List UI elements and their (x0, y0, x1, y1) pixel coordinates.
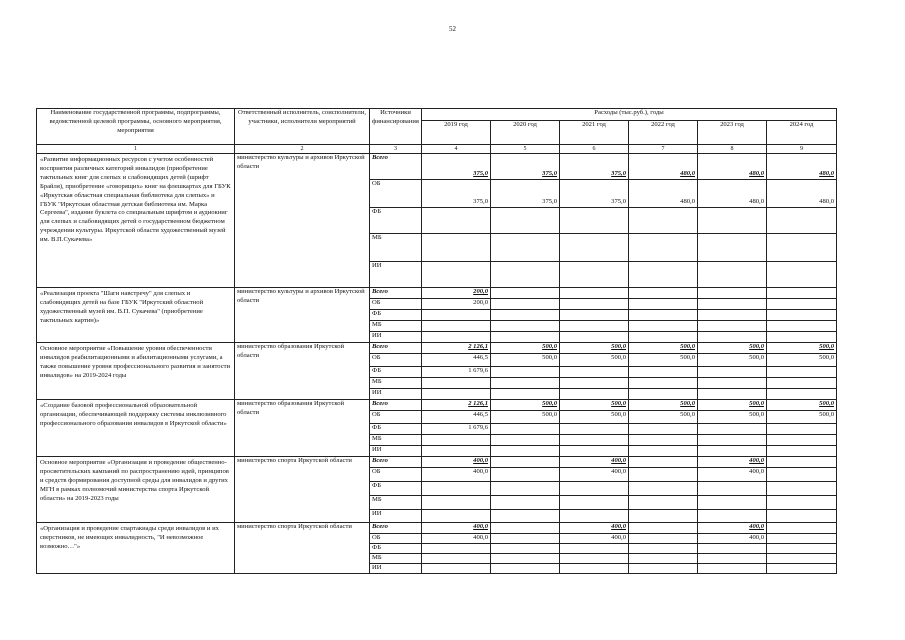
value-cell: 500,0 (560, 411, 629, 424)
value-cell (698, 543, 767, 553)
value-cell (560, 367, 629, 378)
value-cell: 375,0 (560, 180, 629, 208)
executor-column-header: Ответственный исполнитель, соисполнители, участники, исполнители мероприятий (235, 109, 370, 145)
year-header: 2019 год (422, 121, 491, 145)
value-cell: 500,0 (698, 400, 767, 411)
value-cell (629, 553, 698, 563)
value-cell (767, 457, 837, 468)
year-header: 2021 год (560, 121, 629, 145)
value-cell (629, 367, 698, 378)
value-cell (491, 510, 560, 523)
value-cell (491, 234, 560, 262)
value-cell (560, 389, 629, 400)
value-cell (767, 208, 837, 234)
value-cell (422, 435, 491, 446)
value-cell: 500,0 (491, 354, 560, 367)
year-header: 2022 год (629, 121, 698, 145)
value-cell (422, 262, 491, 288)
value-cell (629, 332, 698, 343)
value-cell (491, 288, 560, 299)
value-cell (698, 288, 767, 299)
value-cell (629, 262, 698, 288)
value-cell (491, 378, 560, 389)
value-cell (767, 435, 837, 446)
value-cell (560, 543, 629, 553)
source-cell: ФБ (370, 482, 422, 496)
value-cell (629, 310, 698, 321)
value-cell (698, 482, 767, 496)
column-number: 8 (698, 145, 767, 154)
value-cell (422, 496, 491, 510)
source-cell: Всего (370, 288, 422, 299)
value-cell: 480,0 (767, 180, 837, 208)
value-cell: 500,0 (629, 343, 698, 354)
value-cell (767, 321, 837, 332)
source-cell: ФБ (370, 424, 422, 435)
value-cell (491, 446, 560, 457)
value-cell (698, 234, 767, 262)
executor-cell: министерство образования Иркутской области (235, 400, 370, 457)
value-cell (422, 310, 491, 321)
table-row (37, 523, 837, 534)
value-cell: 400,0 (422, 457, 491, 468)
column-number: 3 (370, 145, 422, 154)
value-cell (698, 553, 767, 563)
value-cell (629, 435, 698, 446)
value-cell (560, 435, 629, 446)
value-cell: 480,0 (698, 180, 767, 208)
column-number: 6 (560, 145, 629, 154)
value-cell: 400,0 (422, 523, 491, 534)
value-cell: 400,0 (698, 468, 767, 482)
value-cell (491, 424, 560, 435)
value-cell: 500,0 (767, 354, 837, 367)
value-cell (767, 534, 837, 544)
value-cell (629, 288, 698, 299)
column-number: 9 (767, 145, 837, 154)
value-cell: 480,0 (698, 154, 767, 180)
value-cell (767, 288, 837, 299)
source-cell: Всего (370, 400, 422, 411)
source-cell: ИИ (370, 332, 422, 343)
value-cell (629, 208, 698, 234)
year-header: 2020 год (491, 121, 560, 145)
executor-cell: министерство спорта Иркутской области (235, 523, 370, 574)
value-cell (629, 510, 698, 523)
value-cell (767, 378, 837, 389)
source-cell: ОБ (370, 411, 422, 424)
value-cell (698, 262, 767, 288)
source-cell: ИИ (370, 262, 422, 288)
value-cell: 400,0 (560, 523, 629, 534)
value-cell: 375,0 (422, 154, 491, 180)
value-cell: 500,0 (560, 400, 629, 411)
source-cell: ОБ (370, 180, 422, 208)
value-cell (698, 299, 767, 310)
program-name-cell: Основное мероприятие «Повышение уровня обеспеченности инвалидов реабилитационными и абилитационными услугами, а также повышение уровня профессионального развития и занятости инвалидов» на 2019-2024 годы (37, 343, 235, 400)
value-cell (422, 234, 491, 262)
source-cell: ИИ (370, 389, 422, 400)
table-row (37, 400, 837, 411)
value-cell (767, 446, 837, 457)
value-cell (560, 332, 629, 343)
program-name-cell: Основное мероприятие «Организация и проведение общественно-просветительских кампаний по распространению идей, принципов и средств формирования доступной среды для инвалидов и других МГН в рамках полномочий министерства спорта Иркутской области» на 2019-2023 годы (37, 457, 235, 523)
value-cell (422, 389, 491, 400)
source-cell: ОБ (370, 299, 422, 310)
value-cell (560, 563, 629, 573)
value-cell (629, 299, 698, 310)
value-cell: 480,0 (767, 154, 837, 180)
value-cell (629, 446, 698, 457)
value-cell (629, 543, 698, 553)
value-cell: 500,0 (698, 411, 767, 424)
source-cell: ИИ (370, 446, 422, 457)
value-cell (767, 496, 837, 510)
source-cell: ИИ (370, 510, 422, 523)
value-cell (491, 208, 560, 234)
program-name-cell: «Развитие информационных ресурсов с учетом особенностей восприятия различных категорий инвалидов (приобретение тактильных книг для слепых и слабовидящих детей (шрифт Брайля), приобретение «говорящих» книг на флешкартах для ГБУК «Иркутская областная специальная библиотека для слепых» и ГБУК "Иркутская областная детская библиотека им. Марка Сергеева", издание буклета со специальным шрифтом и аудиокниг для слепых и слабовидящих детей о государственном бюджетном учреждении культуры. Иркутской области художественный музей им. В.П.Сукачева» (37, 154, 235, 288)
source-cell: Всего (370, 457, 422, 468)
value-cell (560, 208, 629, 234)
value-cell (491, 468, 560, 482)
value-cell (560, 288, 629, 299)
value-cell: 375,0 (560, 154, 629, 180)
value-cell (560, 378, 629, 389)
value-cell: 500,0 (629, 411, 698, 424)
column-number: 2 (235, 145, 370, 154)
source-cell: МБ (370, 496, 422, 510)
value-cell (422, 510, 491, 523)
value-cell (560, 510, 629, 523)
program-name-cell: «Реализация проекта "Шаги навстречу" для слепых и слабовидящих детей на базе ГБУК "Иркутский областной художественный музей им. В.П. Сукачева" (приобретение тактильных картин)» (37, 288, 235, 343)
value-cell (491, 299, 560, 310)
value-cell (698, 367, 767, 378)
value-cell (629, 482, 698, 496)
value-cell (698, 510, 767, 523)
table-row (37, 154, 837, 180)
value-cell (560, 446, 629, 457)
value-cell (767, 234, 837, 262)
value-cell: 500,0 (491, 400, 560, 411)
value-cell: 400,0 (422, 534, 491, 544)
value-cell: 500,0 (491, 411, 560, 424)
value-cell (560, 321, 629, 332)
source-column-header: Источники финансирования (370, 109, 422, 145)
program-name-cell: «Организация и проведение спартакиады среди инвалидов и их сверстников, не имеющих инвалидность, "И невозможное возможно…"» (37, 523, 235, 574)
value-cell (560, 234, 629, 262)
value-cell: 480,0 (629, 180, 698, 208)
value-cell (491, 310, 560, 321)
value-cell: 1 679,6 (422, 367, 491, 378)
value-cell: 400,0 (698, 457, 767, 468)
value-cell: 400,0 (560, 457, 629, 468)
value-cell (767, 523, 837, 534)
value-cell (422, 208, 491, 234)
value-cell (698, 310, 767, 321)
value-cell: 500,0 (560, 354, 629, 367)
executor-cell: министерство культуры и архивов Иркутской области (235, 288, 370, 343)
value-cell (422, 543, 491, 553)
value-cell (491, 553, 560, 563)
value-cell: 200,0 (422, 299, 491, 310)
source-cell: МБ (370, 378, 422, 389)
value-cell (698, 389, 767, 400)
value-cell (767, 468, 837, 482)
value-cell (629, 424, 698, 435)
value-cell (491, 482, 560, 496)
value-cell: 500,0 (560, 343, 629, 354)
value-cell: 480,0 (629, 154, 698, 180)
value-cell (629, 563, 698, 573)
value-cell: 500,0 (629, 400, 698, 411)
value-cell (491, 321, 560, 332)
value-cell (491, 543, 560, 553)
value-cell: 446,5 (422, 411, 491, 424)
value-cell: 500,0 (767, 343, 837, 354)
value-cell (629, 523, 698, 534)
value-cell (491, 262, 560, 288)
source-cell: Всего (370, 154, 422, 180)
value-cell: 2 126,1 (422, 400, 491, 411)
value-cell (698, 208, 767, 234)
value-cell (767, 389, 837, 400)
value-cell (422, 482, 491, 496)
table-row (37, 457, 837, 468)
source-cell: ОБ (370, 468, 422, 482)
value-cell (767, 543, 837, 553)
value-cell (629, 234, 698, 262)
expenses-column-header: Расходы (тыс.руб.), годы (422, 109, 837, 121)
column-number: 1 (37, 145, 235, 154)
value-cell (491, 389, 560, 400)
value-cell: 400,0 (698, 523, 767, 534)
year-header: 2023 год (698, 121, 767, 145)
source-cell: ОБ (370, 354, 422, 367)
value-cell: 500,0 (767, 411, 837, 424)
value-cell (491, 534, 560, 544)
value-cell (767, 553, 837, 563)
value-cell (629, 389, 698, 400)
value-cell: 400,0 (560, 468, 629, 482)
source-cell: ФБ (370, 367, 422, 378)
value-cell: 375,0 (491, 154, 560, 180)
value-cell (698, 321, 767, 332)
source-cell: Всего (370, 343, 422, 354)
value-cell (560, 299, 629, 310)
budget-table (36, 108, 837, 574)
column-number: 7 (629, 145, 698, 154)
value-cell (629, 534, 698, 544)
source-cell: ФБ (370, 310, 422, 321)
source-cell: МБ (370, 553, 422, 563)
value-cell (422, 332, 491, 343)
header-row (37, 109, 837, 121)
value-cell (491, 367, 560, 378)
value-cell (491, 435, 560, 446)
value-cell: 500,0 (629, 354, 698, 367)
value-cell: 375,0 (491, 180, 560, 208)
value-cell (629, 468, 698, 482)
value-cell (698, 424, 767, 435)
column-number: 4 (422, 145, 491, 154)
column-number: 5 (491, 145, 560, 154)
source-cell: ФБ (370, 543, 422, 553)
source-cell: Всего (370, 523, 422, 534)
value-cell (698, 435, 767, 446)
value-cell (422, 446, 491, 457)
value-cell (491, 496, 560, 510)
value-cell: 500,0 (491, 343, 560, 354)
value-cell (767, 310, 837, 321)
value-cell: 1 679,6 (422, 424, 491, 435)
value-cell (767, 424, 837, 435)
program-column-header: Наименование государственной программы, подпрограммы, ведомственной целевой программы, основного мероприятия, мероприятия (37, 109, 235, 145)
value-cell: 400,0 (422, 468, 491, 482)
value-cell: 500,0 (698, 343, 767, 354)
table-row (37, 288, 837, 299)
value-cell: 400,0 (698, 534, 767, 544)
value-cell (422, 563, 491, 573)
value-cell: 500,0 (698, 354, 767, 367)
value-cell (560, 310, 629, 321)
value-cell (422, 553, 491, 563)
value-cell (491, 563, 560, 573)
program-name-cell: «Создание базовой профессиональной образовательной организации, обеспечивающей поддержку системы инклюзивного профессионального образования инвалидов в Иркутской области» (37, 400, 235, 457)
value-cell (422, 378, 491, 389)
value-cell (767, 563, 837, 573)
value-cell (629, 378, 698, 389)
value-cell (629, 457, 698, 468)
value-cell (767, 262, 837, 288)
value-cell: 446,5 (422, 354, 491, 367)
executor-cell: министерство образования Иркутской области (235, 343, 370, 400)
value-cell: 2 126,1 (422, 343, 491, 354)
value-cell (767, 332, 837, 343)
source-cell: МБ (370, 321, 422, 332)
value-cell (698, 563, 767, 573)
page-number: 52 (449, 25, 456, 33)
value-cell (491, 523, 560, 534)
table-row (37, 343, 837, 354)
value-cell (491, 332, 560, 343)
value-cell (698, 332, 767, 343)
source-cell: ИИ (370, 563, 422, 573)
executor-cell: министерство культуры и архивов Иркутской области (235, 154, 370, 288)
value-cell (560, 482, 629, 496)
value-cell (767, 299, 837, 310)
executor-cell: министерство спорта Иркутской области (235, 457, 370, 523)
value-cell: 375,0 (422, 180, 491, 208)
value-cell (629, 496, 698, 510)
source-cell: ФБ (370, 208, 422, 234)
value-cell (698, 446, 767, 457)
column-numbers-row (37, 145, 837, 154)
value-cell: 400,0 (560, 534, 629, 544)
value-cell (560, 553, 629, 563)
value-cell (698, 496, 767, 510)
value-cell (560, 496, 629, 510)
value-cell: 200,0 (422, 288, 491, 299)
value-cell (629, 321, 698, 332)
value-cell (767, 482, 837, 496)
value-cell: 500,0 (767, 400, 837, 411)
value-cell (560, 424, 629, 435)
value-cell (560, 262, 629, 288)
value-cell (422, 321, 491, 332)
value-cell (491, 457, 560, 468)
source-cell: МБ (370, 435, 422, 446)
source-cell: МБ (370, 234, 422, 262)
source-cell: ОБ (370, 534, 422, 544)
value-cell (698, 378, 767, 389)
year-header: 2024 год (767, 121, 837, 145)
value-cell (767, 367, 837, 378)
value-cell (767, 510, 837, 523)
